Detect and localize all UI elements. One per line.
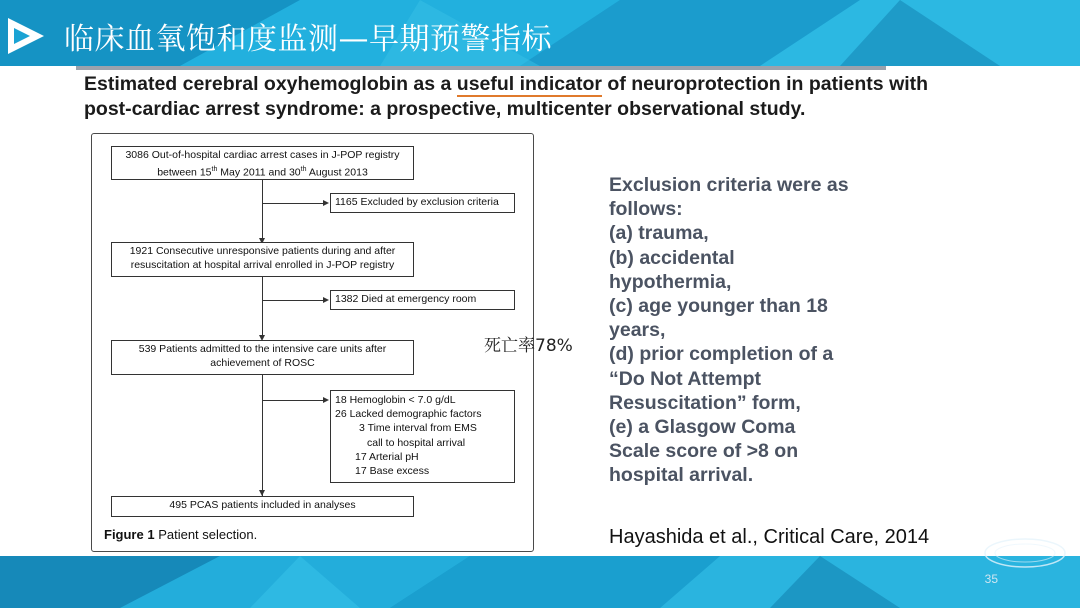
header-banner xyxy=(0,0,1080,66)
mortality-annotation: 死亡率78% xyxy=(484,336,573,356)
exclusion-3-item: 3 Time interval from EMS xyxy=(359,422,477,435)
exclusion-3-item: 18 Hemoglobin < 7.0 g/dL xyxy=(335,394,456,406)
exclusion-3-item: 26 Lacked demographic factors xyxy=(335,408,482,421)
connector-2 xyxy=(262,277,263,339)
flow-box-consecutive-line2: resuscitation at hospital arrival enrolled in J-POP registry xyxy=(130,258,395,271)
exclusion-3-item: call to hospital arrival xyxy=(367,436,466,449)
flow-box-exclusion-3 xyxy=(330,390,515,483)
footer-banner xyxy=(0,556,1080,608)
title-divider xyxy=(76,66,886,70)
arrow-right-3-icon xyxy=(323,397,329,403)
branch-3 xyxy=(262,400,324,401)
exclusion-criteria xyxy=(609,173,909,488)
flow-box-exclusion-2: 1382 Died at emergency room xyxy=(330,290,515,310)
criteria-line: (e) a Glasgow Coma xyxy=(609,416,796,439)
branch-2 xyxy=(262,300,324,301)
criteria-line: Scale score of >8 on xyxy=(609,440,799,463)
criteria-line: (a) trauma, xyxy=(609,222,709,245)
criteria-line: (b) accidental xyxy=(609,246,735,269)
hospital-emblem-icon xyxy=(982,536,1068,570)
arrow-right-1-icon xyxy=(323,200,329,206)
figure-caption: Figure 1 Patient selection. xyxy=(104,527,258,542)
arrow-right-2-icon xyxy=(323,297,329,303)
criteria-line: hospital arrival. xyxy=(609,464,754,487)
connector-3 xyxy=(262,375,263,496)
paper-title-part1: Estimated cerebral oxyhemoglobin as a xyxy=(84,73,457,95)
flow-box-registry-line1: 3086 Out-of-hospital cardiac arrest cases in J-POP registry xyxy=(125,149,400,161)
criteria-line: (d) prior completion of a xyxy=(609,343,834,366)
flow-box-exclusion-1: 1165 Excluded by exclusion criteria xyxy=(330,193,515,213)
criteria-line: follows: xyxy=(609,198,683,221)
criteria-line: Resuscitation” form, xyxy=(609,391,801,414)
page-title: 临床血氧饱和度监测—早期预警指标 xyxy=(64,22,552,57)
criteria-line: years, xyxy=(609,319,666,342)
flow-box-icu-line1: 539 Patients admitted to the intensive care units after xyxy=(138,343,387,355)
criteria-line: hypothermia, xyxy=(609,270,732,293)
connector-1 xyxy=(262,180,263,242)
flow-box-registry xyxy=(111,146,414,180)
exclusion-3-item: 17 Base excess xyxy=(355,465,430,478)
criteria-line: “Do Not Attempt xyxy=(609,367,762,390)
flow-box-icu-line2: achievement of ROSC xyxy=(210,356,315,369)
flowchart-figure xyxy=(91,133,534,552)
paper-title xyxy=(84,72,964,122)
play-triangle-logo-icon xyxy=(4,14,50,58)
branch-1 xyxy=(262,203,324,204)
flow-box-registry-line2: between 15th May 2011 and 30th August 2013 xyxy=(157,165,368,178)
footer-background xyxy=(0,556,1080,608)
exclusion-3-item: 17 Arterial pH xyxy=(355,450,419,463)
flow-box-consecutive xyxy=(111,242,414,277)
flow-box-icu xyxy=(111,340,414,375)
flow-box-consecutive-line1: 1921 Consecutive unresponsive patients during and after xyxy=(129,245,396,257)
criteria-line: (c) age younger than 18 xyxy=(609,295,828,318)
page-number: 35 xyxy=(984,572,998,586)
citation: Hayashida et al., Critical Care, 2014 xyxy=(609,526,930,548)
criteria-line: Exclusion criteria were as xyxy=(609,174,849,196)
flow-box-included: 495 PCAS patients included in analyses xyxy=(111,496,414,517)
paper-title-highlight: useful indicator xyxy=(456,73,602,95)
paper-title-part2: of neuroprotection in patients with post-cardiac arrest syndrome: a prospective, multicenter observational study. xyxy=(84,73,929,120)
